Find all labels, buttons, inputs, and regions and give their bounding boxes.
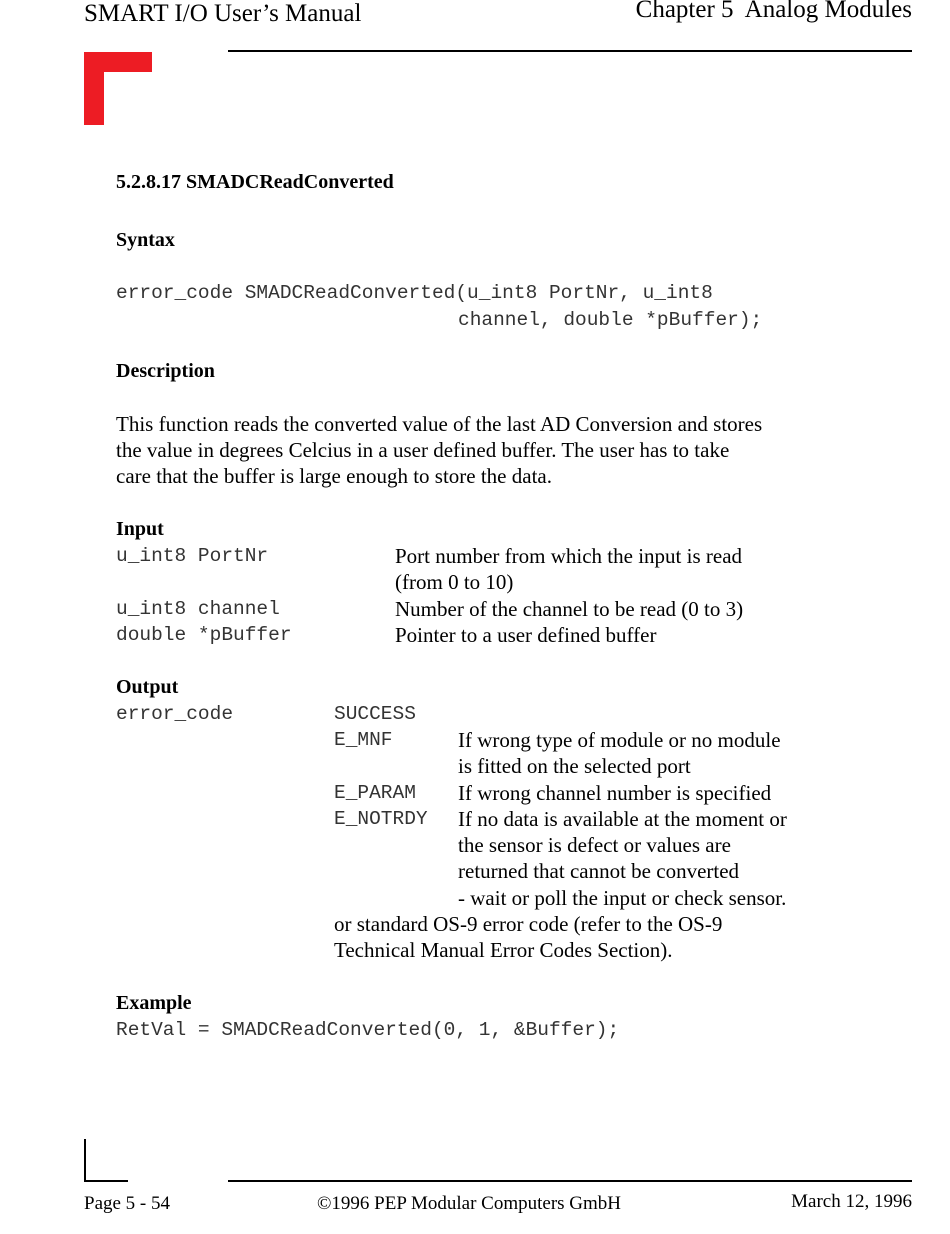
output-code-e-param: E_PARAM [334, 782, 416, 804]
output-desc-e-mnf-1: If wrong type of module or no module [458, 728, 781, 752]
page-number: Page 5 - 54 [84, 1193, 171, 1214]
footer-corner-mark-vertical [84, 1139, 86, 1182]
output-desc-e-notrdy-3: returned that cannot be converted [458, 859, 740, 883]
red-corner-mark-horizontal [84, 52, 152, 72]
footer-copyright: ©1996 PEP Modular Computers GmbH [317, 1193, 622, 1214]
description-line-3: care that the buffer is large enough to store the data. [116, 464, 552, 488]
running-header-title: SMART I/O User’s Manual [84, 0, 362, 27]
input-desc-portnr: Port number from which the input is read [395, 544, 743, 568]
description-heading: Description [116, 360, 215, 382]
output-param: error_code [116, 703, 234, 725]
header-rule [228, 50, 912, 52]
output-desc-e-notrdy-4: - wait or poll the input or check sensor. [458, 886, 787, 910]
output-desc-e-notrdy-2: the sensor is defect or values are [458, 833, 731, 857]
footer-rule [228, 1180, 912, 1182]
output-code-e-mnf: E_MNF [334, 729, 393, 751]
output-desc-e-notrdy-1: If no data is available at the moment or [458, 807, 787, 831]
input-param-channel: u_int8 channel [116, 598, 280, 620]
output-note-line-1: or standard OS-9 error code (refer to the OS-9 [334, 912, 723, 936]
input-desc-channel: Number of the channel to be read (0 to 3) [395, 597, 744, 621]
example-heading: Example [116, 992, 192, 1014]
syntax-heading: Syntax [116, 229, 175, 251]
footer-corner-mark-horizontal [84, 1180, 128, 1182]
output-code-success: SUCCESS [334, 703, 416, 725]
output-note-line-2: Technical Manual Error Codes Section). [334, 938, 673, 962]
example-code: RetVal = SMADCReadConverted(0, 1, &Buffer); [116, 1019, 620, 1041]
input-desc-portnr-range: (from 0 to 10) [395, 570, 514, 594]
input-param-pbuffer: double *pBuffer [116, 624, 292, 646]
section-title: 5.2.8.17 SMADCReadConverted [116, 171, 394, 193]
syntax-code-line-2: channel, double *pBuffer); [458, 309, 763, 331]
description-line-2: the value in degrees Celcius in a user defined buffer. The user has to take [116, 438, 730, 462]
output-desc-e-param: If wrong channel number is specified [458, 781, 772, 805]
footer-date: March 12, 1996 [791, 1191, 912, 1212]
output-code-e-notrdy: E_NOTRDY [334, 808, 428, 830]
description-line-1: This function reads the converted value of the last AD Conversion and stores [116, 412, 763, 436]
input-heading: Input [116, 518, 164, 540]
output-heading: Output [116, 676, 179, 698]
input-param-portnr: u_int8 PortNr [116, 545, 269, 567]
output-desc-e-mnf-2: is fitted on the selected port [458, 754, 691, 778]
input-desc-pbuffer: Pointer to a user defined buffer [395, 623, 657, 647]
running-header-chapter: Chapter 5 Analog Modules [635, 0, 912, 23]
syntax-code-line-1: error_code SMADCReadConverted(u_int8 PortNr, u_int8 [116, 282, 713, 304]
